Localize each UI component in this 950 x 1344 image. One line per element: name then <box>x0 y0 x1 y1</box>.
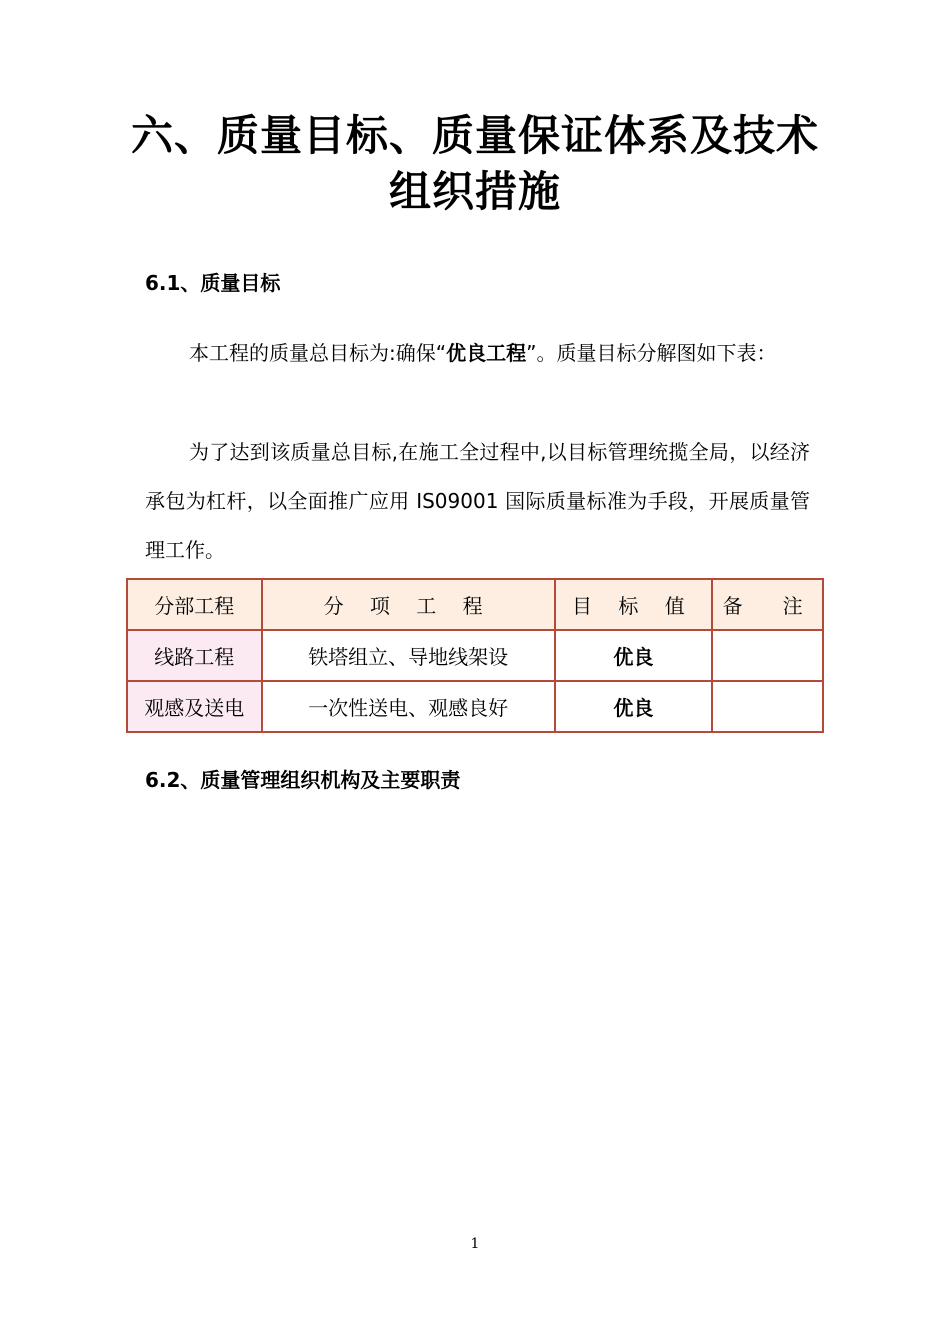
table-row <box>127 630 823 681</box>
paragraph-quality-goal <box>145 329 810 378</box>
para1-text-post: ”。质量目标分解图如下表： <box>526 341 777 365</box>
table-row <box>127 681 823 732</box>
table-cell-subitem: 一次性送电、观感良好 <box>262 681 555 732</box>
section-heading-6-2: 6.2、质量管理组织机构及主要职责 <box>145 768 461 792</box>
table-header-row <box>127 579 823 630</box>
document-title: 六、质量目标、质量保证体系及技术组织措施 <box>130 111 819 216</box>
header-cell-remark: 备 注 <box>712 579 823 630</box>
table-cell-remark <box>712 681 823 732</box>
page-number: 1 <box>470 1236 480 1252</box>
table-cell-division: 观感及送电 <box>127 681 262 732</box>
quality-goal-table <box>126 578 824 733</box>
table-cell-division: 线路工程 <box>127 630 262 681</box>
table-cell-target: 优良 <box>555 630 713 681</box>
header-cell-division: 分部工程 <box>127 579 262 630</box>
header-cell-target: 目 标 值 <box>555 579 713 630</box>
para1-text-bold: 优良工程 <box>446 341 527 365</box>
table-cell-target: 优良 <box>555 681 713 732</box>
para1-text-pre: 本工程的质量总目标为:确保“ <box>189 341 447 365</box>
section-heading-6-1: 6.1、质量目标 <box>145 271 281 295</box>
header-cell-subitem: 分 项 工 程 <box>262 579 555 630</box>
paragraph-management: 为了达到该质量总目标,在施工全过程中,以目标管理统揽全局，以经济承包为杠杆，以全面推广应用 IS09001 国际质量标准为手段，开展质量管理工作。 <box>145 440 810 562</box>
table-cell-subitem: 铁塔组立、导地线架设 <box>262 630 555 681</box>
table-cell-remark <box>712 630 823 681</box>
